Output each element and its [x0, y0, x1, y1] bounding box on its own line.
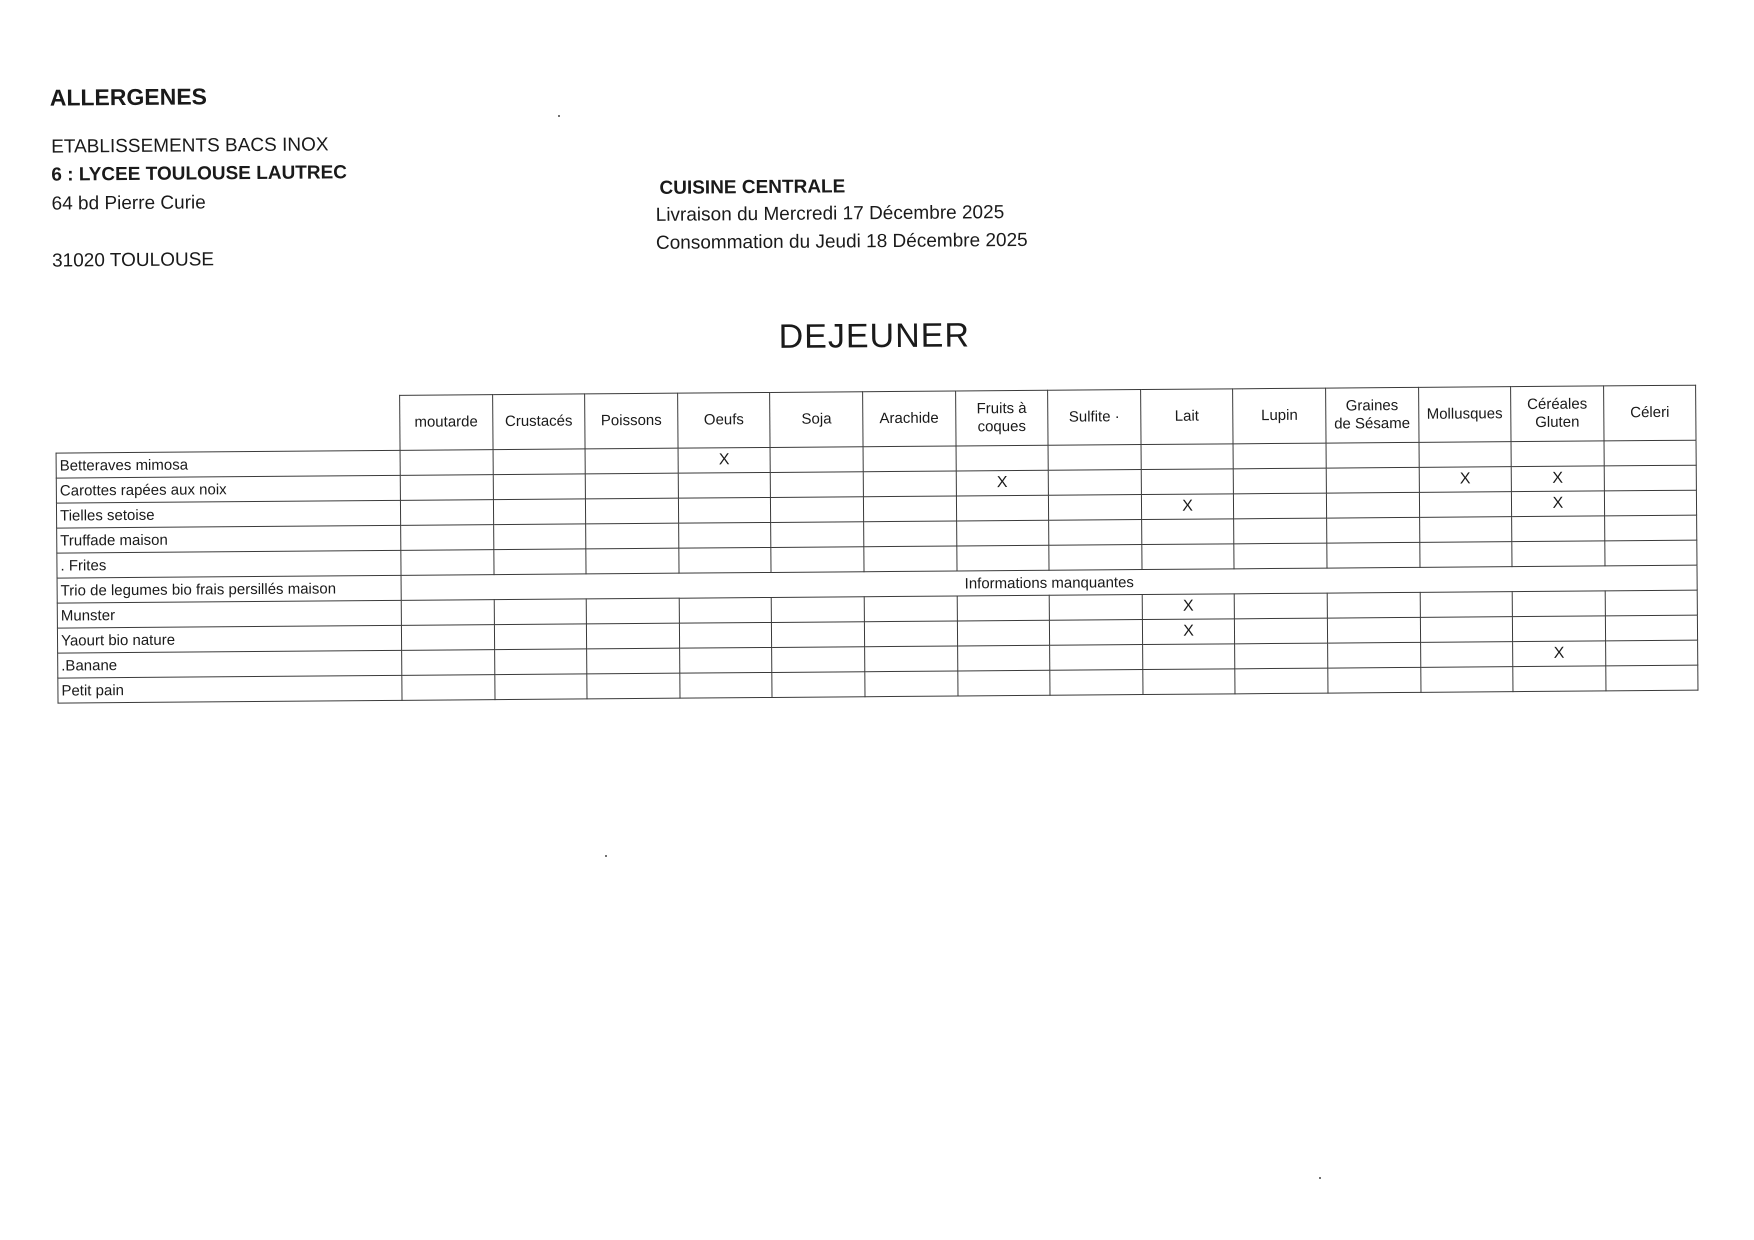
allergen-cell — [1513, 616, 1606, 642]
allergen-cell — [679, 597, 772, 623]
allergen-cell — [1604, 440, 1697, 466]
column-header: Lupin — [1233, 388, 1326, 444]
allergen-cell — [1050, 620, 1143, 646]
dish-name: Truffade maison — [57, 525, 401, 553]
allergen-cell — [1326, 442, 1419, 468]
allergen-cell — [586, 548, 679, 574]
allergen-cell — [1049, 520, 1142, 546]
allergen-cell — [863, 496, 956, 522]
allergen-table — [55, 385, 1699, 704]
allergen-cell — [585, 473, 678, 499]
allergen-cell — [587, 673, 680, 699]
allergen-cell — [1048, 445, 1141, 471]
dish-name: . Frites — [57, 550, 401, 578]
allergen-cell — [1420, 592, 1513, 618]
scan-speck — [605, 855, 607, 857]
allergen-cell — [1326, 467, 1419, 493]
allergen-cell — [1605, 665, 1698, 691]
allergen-cell — [771, 497, 864, 523]
allergen-cell — [1604, 465, 1697, 491]
allergen-cell — [494, 649, 587, 675]
allergen-cell — [1050, 670, 1143, 696]
allergen-cell — [1049, 545, 1142, 571]
allergen-cell — [1233, 443, 1326, 469]
allergen-cell — [1234, 518, 1327, 544]
allergen-cell — [1511, 441, 1604, 467]
allergen-cell — [1048, 470, 1141, 496]
column-header: Fruits à coques — [955, 390, 1048, 446]
allergen-cell — [1512, 541, 1605, 567]
allergen-cell — [864, 546, 957, 572]
etablissement-label: ETABLISSEMENTS BACS INOX — [51, 134, 329, 158]
allergen-cell — [587, 623, 680, 649]
allergen-cell: X — [1141, 494, 1234, 520]
allergen-cell — [1512, 516, 1605, 542]
column-header: Oeufs — [677, 392, 770, 448]
allergen-cell — [771, 547, 864, 573]
allergen-cell — [956, 520, 1049, 546]
allergen-cell — [401, 525, 494, 551]
allergen-cell — [1235, 668, 1328, 694]
allergen-cell — [400, 500, 493, 526]
allergen-cell — [864, 521, 957, 547]
dish-name: Yaourt bio nature — [57, 625, 401, 653]
allergen-cell — [1605, 640, 1698, 666]
column-header: Arachide — [863, 391, 956, 447]
allergen-cell — [1141, 519, 1234, 545]
allergen-cell — [770, 447, 863, 473]
allergen-cell — [772, 622, 865, 648]
allergen-cell — [956, 445, 1049, 471]
allergen-cell: X — [1513, 641, 1606, 667]
table-corner — [56, 395, 400, 453]
allergen-cell — [1513, 666, 1606, 692]
allergen-cell — [1234, 543, 1327, 569]
column-header: Mollusques — [1418, 387, 1511, 443]
allergen-cell — [1050, 645, 1143, 671]
allergen-cell: X — [1419, 467, 1512, 493]
allergen-cell — [1327, 542, 1420, 568]
dish-name: Petit pain — [58, 675, 402, 703]
allergen-cell — [678, 522, 771, 548]
allergen-cell — [679, 647, 772, 673]
column-header: Crustacés — [492, 394, 585, 450]
allergen-cell — [678, 497, 771, 523]
allergen-cell — [865, 646, 958, 672]
allergen-cell — [679, 547, 772, 573]
address-street: 64 bd Pierre Curie — [51, 192, 206, 215]
allergen-cell — [957, 620, 1050, 646]
etablissement-name: 6 : LYCEE TOULOUSE LAUTREC — [51, 162, 348, 186]
allergen-cell — [586, 598, 679, 624]
column-header: Sulfite · — [1048, 390, 1141, 446]
allergen-cell — [401, 600, 494, 626]
allergen-cell — [586, 523, 679, 549]
allergen-cell — [679, 622, 772, 648]
dish-name: Munster — [57, 600, 401, 628]
allergen-cell — [1327, 617, 1420, 643]
allergen-cell — [1049, 495, 1142, 521]
allergen-cell — [402, 650, 495, 676]
column-header: Soja — [770, 392, 863, 448]
consommation-date: Consommation du Jeudi 18 Décembre 2025 — [655, 229, 1028, 254]
allergen-cell — [493, 449, 586, 475]
allergen-cell — [771, 522, 864, 548]
allergen-cell — [493, 524, 586, 550]
allergen-cell: X — [1511, 466, 1604, 492]
allergen-cell — [956, 545, 1049, 571]
column-header: Lait — [1140, 389, 1233, 445]
allergen-cell — [586, 498, 679, 524]
allergen-cell: X — [956, 470, 1049, 496]
allergen-cell — [401, 550, 494, 576]
column-header: moutarde — [400, 395, 493, 451]
allergen-cell — [1234, 493, 1327, 519]
allergen-cell — [1328, 667, 1421, 693]
allergen-cell — [1327, 517, 1420, 543]
allergen-cell — [493, 474, 586, 500]
allergen-cell — [1327, 592, 1420, 618]
scan-speck — [1319, 1177, 1321, 1179]
allergen-cell — [1141, 444, 1234, 470]
allergen-cell — [1419, 517, 1512, 543]
allergen-cell — [1419, 492, 1512, 518]
address-city: 31020 TOULOUSE — [51, 249, 215, 272]
allergen-cell — [864, 596, 957, 622]
allergen-cell — [585, 448, 678, 474]
allergen-cell — [678, 472, 771, 498]
allergen-cell — [863, 471, 956, 497]
allergen-cell: X — [678, 447, 771, 473]
allergen-cell — [1049, 595, 1142, 621]
allergen-cell — [957, 595, 1050, 621]
meal-title: DEJEUNER — [778, 316, 971, 356]
allergen-cell — [865, 671, 958, 697]
allergen-cell — [400, 475, 493, 501]
dish-name: Trio de legumes bio frais persillés maison — [57, 575, 401, 603]
allergen-cell — [494, 674, 587, 700]
scan-speck — [558, 115, 560, 117]
column-header: Céréales Gluten — [1511, 386, 1604, 442]
allergen-cell — [1141, 469, 1234, 495]
allergen-cell — [772, 597, 865, 623]
dish-name: Carottes rapées aux noix — [56, 475, 400, 503]
dish-name: Betteraves mimosa — [56, 450, 400, 478]
allergen-cell — [957, 670, 1050, 696]
allergen-cell — [1604, 490, 1697, 516]
allergen-cell — [1142, 644, 1235, 670]
allergen-cell — [1419, 442, 1512, 468]
allergen-cell — [1235, 593, 1328, 619]
allergen-cell: X — [1142, 594, 1235, 620]
allergen-cell — [1605, 540, 1698, 566]
allergen-cell — [1235, 643, 1328, 669]
allergen-cell — [401, 625, 494, 651]
allergen-cell — [494, 624, 587, 650]
allergen-cell — [1604, 515, 1697, 541]
allergen-cell — [402, 675, 495, 701]
allergen-cell: X — [1512, 491, 1605, 517]
allergen-cell — [863, 446, 956, 472]
allergen-cell — [1420, 642, 1513, 668]
allergen-cell — [772, 672, 865, 698]
allergen-cell — [493, 549, 586, 575]
allergen-cell — [494, 599, 587, 625]
missing-info-note: Informations manquantes — [401, 565, 1697, 600]
allergen-cell — [1328, 642, 1421, 668]
allergen-cell — [1420, 617, 1513, 643]
allergen-cell — [1605, 615, 1698, 641]
allergen-cell — [493, 499, 586, 525]
allergen-cell — [1142, 544, 1235, 570]
allergen-cell — [400, 450, 493, 476]
cuisine-title: CUISINE CENTRALE — [659, 176, 846, 199]
allergen-cell — [1326, 492, 1419, 518]
allergen-cell — [772, 647, 865, 673]
allergen-cell — [1143, 669, 1236, 695]
allergen-cell: X — [1142, 619, 1235, 645]
allergen-cell — [680, 672, 773, 698]
livraison-date: Livraison du Mercredi 17 Décembre 2025 — [655, 202, 1005, 226]
allergen-cell — [1235, 618, 1328, 644]
dish-name: .Banane — [58, 650, 402, 678]
column-header: Graines de Sésame — [1326, 387, 1419, 443]
allergen-cell — [1234, 468, 1327, 494]
allergen-cell — [1419, 542, 1512, 568]
allergen-cell — [956, 495, 1049, 521]
allergen-cell — [1512, 591, 1605, 617]
allergen-cell — [1420, 667, 1513, 693]
column-header: Céleri — [1603, 385, 1696, 441]
allergen-cell — [957, 645, 1050, 671]
allergen-cell — [864, 621, 957, 647]
column-header: Poissons — [585, 393, 678, 449]
allergen-cell — [587, 648, 680, 674]
document-title: ALLERGENES — [49, 83, 208, 111]
dish-name: Tielles setoise — [56, 500, 400, 528]
allergen-cell — [1605, 590, 1698, 616]
allergen-cell — [771, 472, 864, 498]
